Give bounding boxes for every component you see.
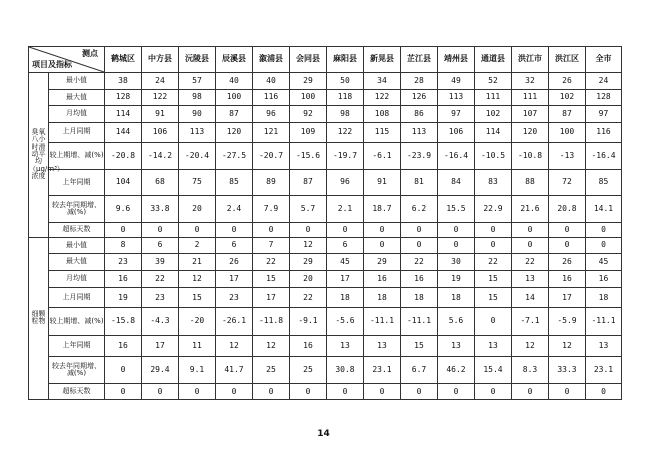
table-cell: 120 [512, 122, 549, 142]
table-cell: 13 [364, 335, 401, 356]
table-cell: 12 [512, 335, 549, 356]
table-cell: 29 [290, 73, 327, 90]
table-cell: 32 [512, 73, 549, 90]
table-cell: -13 [549, 142, 586, 170]
table-cell: 11 [179, 335, 216, 356]
table-cell: 18 [364, 288, 401, 308]
table-cell: 5.6 [438, 308, 475, 336]
table-cell: 97 [438, 106, 475, 123]
table-cell: -11.1 [586, 308, 622, 336]
table-cell: -4.3 [142, 308, 179, 336]
table-cell: 114 [105, 106, 142, 123]
table-row [29, 356, 622, 384]
table-cell: 128 [105, 89, 142, 106]
table-cell: 12 [179, 270, 216, 288]
table-cell: 17 [253, 288, 290, 308]
table-cell: 0 [549, 223, 586, 237]
table-cell: -20.4 [179, 142, 216, 170]
column-header: 沅陵县 [179, 47, 216, 73]
column-header: 辰溪县 [216, 47, 253, 73]
table-cell: -7.1 [512, 308, 549, 336]
table-cell: 0 [586, 384, 622, 400]
table-cell: 0 [586, 223, 622, 237]
column-header: 靖州县 [438, 47, 475, 73]
table-cell: 28 [401, 73, 438, 90]
table-cell: 0 [105, 223, 142, 237]
table-cell: 118 [327, 89, 364, 106]
table-cell: 17 [327, 270, 364, 288]
table-cell: 16 [586, 270, 622, 288]
table-cell: 120 [216, 122, 253, 142]
table-cell: 15 [253, 270, 290, 288]
row-item-label: 最小值 [49, 73, 105, 90]
table-cell: 128 [586, 89, 622, 106]
column-header: 新晃县 [364, 47, 401, 73]
table-cell: 9.6 [105, 195, 142, 223]
table-cell: 113 [401, 122, 438, 142]
header-row [29, 47, 622, 73]
table-cell: 22 [512, 254, 549, 271]
table-cell: 144 [105, 122, 142, 142]
table-cell: 87 [549, 106, 586, 123]
group-label [29, 237, 49, 399]
table-cell: 91 [142, 106, 179, 123]
table-cell: 89 [253, 170, 290, 195]
table-cell: -11.1 [364, 308, 401, 336]
table-cell: 24 [586, 73, 622, 90]
table-cell: 13 [512, 270, 549, 288]
table-cell: 13 [438, 335, 475, 356]
table-cell: 49 [438, 73, 475, 90]
column-header: 溆浦县 [253, 47, 290, 73]
table-cell: 17 [142, 335, 179, 356]
table-cell: 17 [549, 288, 586, 308]
row-item-label: 上年同期 [49, 170, 105, 195]
table-cell: 100 [216, 89, 253, 106]
table-cell: 121 [253, 122, 290, 142]
table-cell: 25 [290, 356, 327, 384]
row-item-label: 较上期增、减(%) [49, 142, 105, 170]
table-cell: 0 [216, 384, 253, 400]
table-cell: -26.1 [216, 308, 253, 336]
table-cell: 100 [549, 122, 586, 142]
table-cell: 13 [586, 335, 622, 356]
table-cell: 50 [327, 73, 364, 90]
diagonal-header-cell [29, 47, 105, 73]
table-cell: 0 [512, 223, 549, 237]
table-cell: 38 [105, 73, 142, 90]
table-row [29, 223, 622, 237]
table-cell: 0 [105, 384, 142, 400]
table-cell: 0 [401, 223, 438, 237]
table-cell: 0 [179, 223, 216, 237]
table-cell: 0 [512, 237, 549, 254]
table-cell: 106 [142, 122, 179, 142]
table-cell: 0 [475, 384, 512, 400]
table-cell: 0 [586, 237, 622, 254]
table-cell: 18 [401, 288, 438, 308]
table-cell: 8.3 [512, 356, 549, 384]
table-cell: 21 [179, 254, 216, 271]
table-cell: 30 [438, 254, 475, 271]
row-item-label: 超标天数 [49, 384, 105, 400]
row-item-label: 最大值 [49, 254, 105, 271]
table-cell: 13 [475, 335, 512, 356]
table-cell: 75 [179, 170, 216, 195]
table-cell: 18 [438, 288, 475, 308]
table-cell: 12 [549, 335, 586, 356]
table-cell: 23.1 [586, 356, 622, 384]
table-cell: 24 [142, 73, 179, 90]
table-cell: 85 [216, 170, 253, 195]
table-cell: 22 [142, 270, 179, 288]
group-label-text: 细颗粒物 [31, 309, 46, 326]
table-cell: -5.6 [327, 308, 364, 336]
table-cell: 22.9 [475, 195, 512, 223]
header-top-right-label: 测点 [82, 49, 98, 58]
table-cell: 15 [475, 270, 512, 288]
row-item-label: 较上期增、减(%) [49, 308, 105, 336]
table-cell: 88 [512, 170, 549, 195]
table-cell: 14.1 [586, 195, 622, 223]
table-cell: 40 [216, 73, 253, 90]
table-cell: 29 [290, 254, 327, 271]
table-cell: 0 [475, 308, 512, 336]
table-cell: 116 [253, 89, 290, 106]
table-cell: 52 [475, 73, 512, 90]
table-cell: 16 [105, 270, 142, 288]
table-cell: 15 [401, 335, 438, 356]
table-row [29, 170, 622, 195]
table-cell: 18 [586, 288, 622, 308]
table-cell: 68 [142, 170, 179, 195]
table-cell: 0 [401, 237, 438, 254]
table-cell: 0 [327, 223, 364, 237]
table-cell: -15.8 [105, 308, 142, 336]
table-row [29, 270, 622, 288]
table-cell: 7 [253, 237, 290, 254]
table-cell: 0 [438, 384, 475, 400]
table-cell: 0 [438, 223, 475, 237]
table-cell: 0 [549, 384, 586, 400]
table-cell: 26 [216, 254, 253, 271]
table-cell: -10.8 [512, 142, 549, 170]
table-cell: 26 [549, 254, 586, 271]
row-item-label: 最大值 [49, 89, 105, 106]
table-cell: 6.7 [401, 356, 438, 384]
table-cell: -11.8 [253, 308, 290, 336]
row-item-label: 较去年同期增、减(%) [49, 195, 105, 223]
table-cell: 0 [438, 237, 475, 254]
column-header: 芷江县 [401, 47, 438, 73]
table-row [29, 73, 622, 90]
table-cell: 109 [290, 122, 327, 142]
table-cell: 0 [475, 237, 512, 254]
row-item-label: 超标天数 [49, 223, 105, 237]
column-header: 洪江区 [549, 47, 586, 73]
table-cell: 29 [364, 254, 401, 271]
table-cell: 16 [290, 335, 327, 356]
table-cell: -16.4 [438, 142, 475, 170]
column-header: 中方县 [142, 47, 179, 73]
table-cell: 0 [364, 384, 401, 400]
table-cell: 45 [586, 254, 622, 271]
table-cell: 84 [438, 170, 475, 195]
table-cell: 102 [475, 106, 512, 123]
table-cell: 23.1 [364, 356, 401, 384]
column-header: 鹤城区 [105, 47, 142, 73]
table-cell: 20 [290, 270, 327, 288]
table-cell: -23.9 [401, 142, 438, 170]
table-cell: 22 [401, 254, 438, 271]
table-cell: 85 [586, 170, 622, 195]
table-cell: 19 [105, 288, 142, 308]
table-cell: 41.7 [216, 356, 253, 384]
table-cell: 72 [549, 170, 586, 195]
table-cell: 18.7 [364, 195, 401, 223]
table-cell: 20 [179, 195, 216, 223]
table-cell: 0 [512, 384, 549, 400]
column-header: 全市 [586, 47, 622, 73]
table-cell: 33.8 [142, 195, 179, 223]
table-cell: 98 [179, 89, 216, 106]
table-cell: -5.9 [549, 308, 586, 336]
table-cell: 46.2 [438, 356, 475, 384]
table-cell: -20.8 [105, 142, 142, 170]
table-cell: 107 [512, 106, 549, 123]
table-cell: 90 [179, 106, 216, 123]
table-cell: 0 [179, 384, 216, 400]
table-cell: -16.4 [586, 142, 622, 170]
table-cell: 39 [142, 254, 179, 271]
table-cell: 87 [290, 170, 327, 195]
table-cell: 113 [179, 122, 216, 142]
table-cell: 97 [586, 106, 622, 123]
column-header: 麻阳县 [327, 47, 364, 73]
table-cell: -20 [179, 308, 216, 336]
air-quality-table [28, 46, 622, 400]
row-item-label: 月均值 [49, 106, 105, 123]
group-label-text: 臭氧八小时滑动平均（μg/m³）浓度 [29, 128, 64, 181]
table-row [29, 254, 622, 271]
table-cell: 0 [105, 356, 142, 384]
table-cell: 0 [549, 237, 586, 254]
table-cell: 2.1 [327, 195, 364, 223]
table-cell: 91 [364, 170, 401, 195]
table-cell: 0 [290, 384, 327, 400]
table-cell: 92 [290, 106, 327, 123]
table-cell: 0 [253, 223, 290, 237]
table-cell: 0 [253, 384, 290, 400]
table-row [29, 308, 622, 336]
table-cell: 15 [475, 288, 512, 308]
table-cell: 2 [179, 237, 216, 254]
table-cell: 12 [290, 237, 327, 254]
table-cell: 16 [364, 270, 401, 288]
table-row [29, 195, 622, 223]
table-cell: 111 [475, 89, 512, 106]
table-row [29, 122, 622, 142]
table-cell: 25 [253, 356, 290, 384]
table-row [29, 384, 622, 400]
table-cell: 12 [216, 335, 253, 356]
table-cell: 22 [475, 254, 512, 271]
table-cell: 113 [438, 89, 475, 106]
table-cell: 126 [401, 89, 438, 106]
table-cell: 16 [549, 270, 586, 288]
table-cell: 15.4 [475, 356, 512, 384]
table-cell: -11.1 [401, 308, 438, 336]
row-item-label: 月均值 [49, 270, 105, 288]
table-cell: 96 [253, 106, 290, 123]
table-cell: 17 [216, 270, 253, 288]
table-cell: 104 [105, 170, 142, 195]
table-cell: 15.5 [438, 195, 475, 223]
table-cell: -9.1 [290, 308, 327, 336]
table-cell: 0 [290, 223, 327, 237]
table-cell: 22 [290, 288, 327, 308]
column-header: 洪江市 [512, 47, 549, 73]
table-cell: 40 [253, 73, 290, 90]
table-cell: 22 [253, 254, 290, 271]
table-cell: 108 [364, 106, 401, 123]
table-row [29, 142, 622, 170]
table-cell: 5.7 [290, 195, 327, 223]
header-bottom-left-label: 项目及指标 [32, 59, 72, 69]
row-item-label: 上年同期 [49, 335, 105, 356]
table-row [29, 237, 622, 254]
column-header: 通道县 [475, 47, 512, 73]
table-cell: 29.4 [142, 356, 179, 384]
table-row [29, 106, 622, 123]
table-cell: 6.2 [401, 195, 438, 223]
table-cell: 114 [475, 122, 512, 142]
table-cell: 23 [142, 288, 179, 308]
table-row [29, 335, 622, 356]
table-cell: 111 [512, 89, 549, 106]
table-cell: -27.5 [216, 142, 253, 170]
table-cell: 26 [549, 73, 586, 90]
table-cell: 16 [401, 270, 438, 288]
table-cell: 57 [179, 73, 216, 90]
table-cell: 0 [142, 384, 179, 400]
table-cell: -20.7 [253, 142, 290, 170]
row-item-label: 上月同期 [49, 122, 105, 142]
table-cell: -15.6 [290, 142, 327, 170]
table-cell: -6.1 [364, 142, 401, 170]
table-cell: 116 [586, 122, 622, 142]
table-cell: 0 [327, 384, 364, 400]
group-label [29, 73, 64, 238]
table-cell: 8 [105, 237, 142, 254]
table-cell: 20.8 [549, 195, 586, 223]
table-cell: 115 [364, 122, 401, 142]
table-cell: 14 [512, 288, 549, 308]
table-cell: 0 [475, 223, 512, 237]
table-row [29, 89, 622, 106]
table-cell: 87 [216, 106, 253, 123]
table-cell: -14.2 [142, 142, 179, 170]
column-header: 会同县 [290, 47, 327, 73]
table-cell: 81 [401, 170, 438, 195]
table-cell: 7.9 [253, 195, 290, 223]
table-cell: 102 [549, 89, 586, 106]
table-cell: 0 [364, 223, 401, 237]
table-cell: 98 [327, 106, 364, 123]
table-cell: 106 [438, 122, 475, 142]
table-cell: 83 [475, 170, 512, 195]
table-cell: 21.6 [512, 195, 549, 223]
table-cell: 6 [216, 237, 253, 254]
table-cell: 0 [142, 223, 179, 237]
table-cell: 34 [364, 73, 401, 90]
table-cell: 96 [327, 170, 364, 195]
table-cell: 45 [327, 254, 364, 271]
table-cell: 30.8 [327, 356, 364, 384]
table-cell: 100 [290, 89, 327, 106]
table-cell: 6 [327, 237, 364, 254]
table-cell: 12 [253, 335, 290, 356]
table-cell: 13 [327, 335, 364, 356]
row-item-label: 较去年同期增、减(%) [49, 356, 105, 384]
table-cell: -19.7 [327, 142, 364, 170]
table-cell: 23 [216, 288, 253, 308]
table-row [29, 288, 622, 308]
table-cell: 122 [327, 122, 364, 142]
table-cell: 122 [142, 89, 179, 106]
table-cell: 0 [364, 237, 401, 254]
table-cell: 6 [142, 237, 179, 254]
row-item-label: 上月同期 [49, 288, 105, 308]
table-cell: 23 [105, 254, 142, 271]
table-cell: 19 [438, 270, 475, 288]
table-cell: 0 [401, 384, 438, 400]
row-item-label: 最小值 [49, 237, 105, 254]
table-cell: 16 [105, 335, 142, 356]
table-cell: 33.3 [549, 356, 586, 384]
page-number: 14 [317, 429, 330, 439]
table-cell: 2.4 [216, 195, 253, 223]
table-cell: -10.5 [475, 142, 512, 170]
table-cell: 0 [216, 223, 253, 237]
table-cell: 18 [327, 288, 364, 308]
table-cell: 86 [401, 106, 438, 123]
table-cell: 15 [179, 288, 216, 308]
table-cell: 9.1 [179, 356, 216, 384]
table-cell: 122 [364, 89, 401, 106]
